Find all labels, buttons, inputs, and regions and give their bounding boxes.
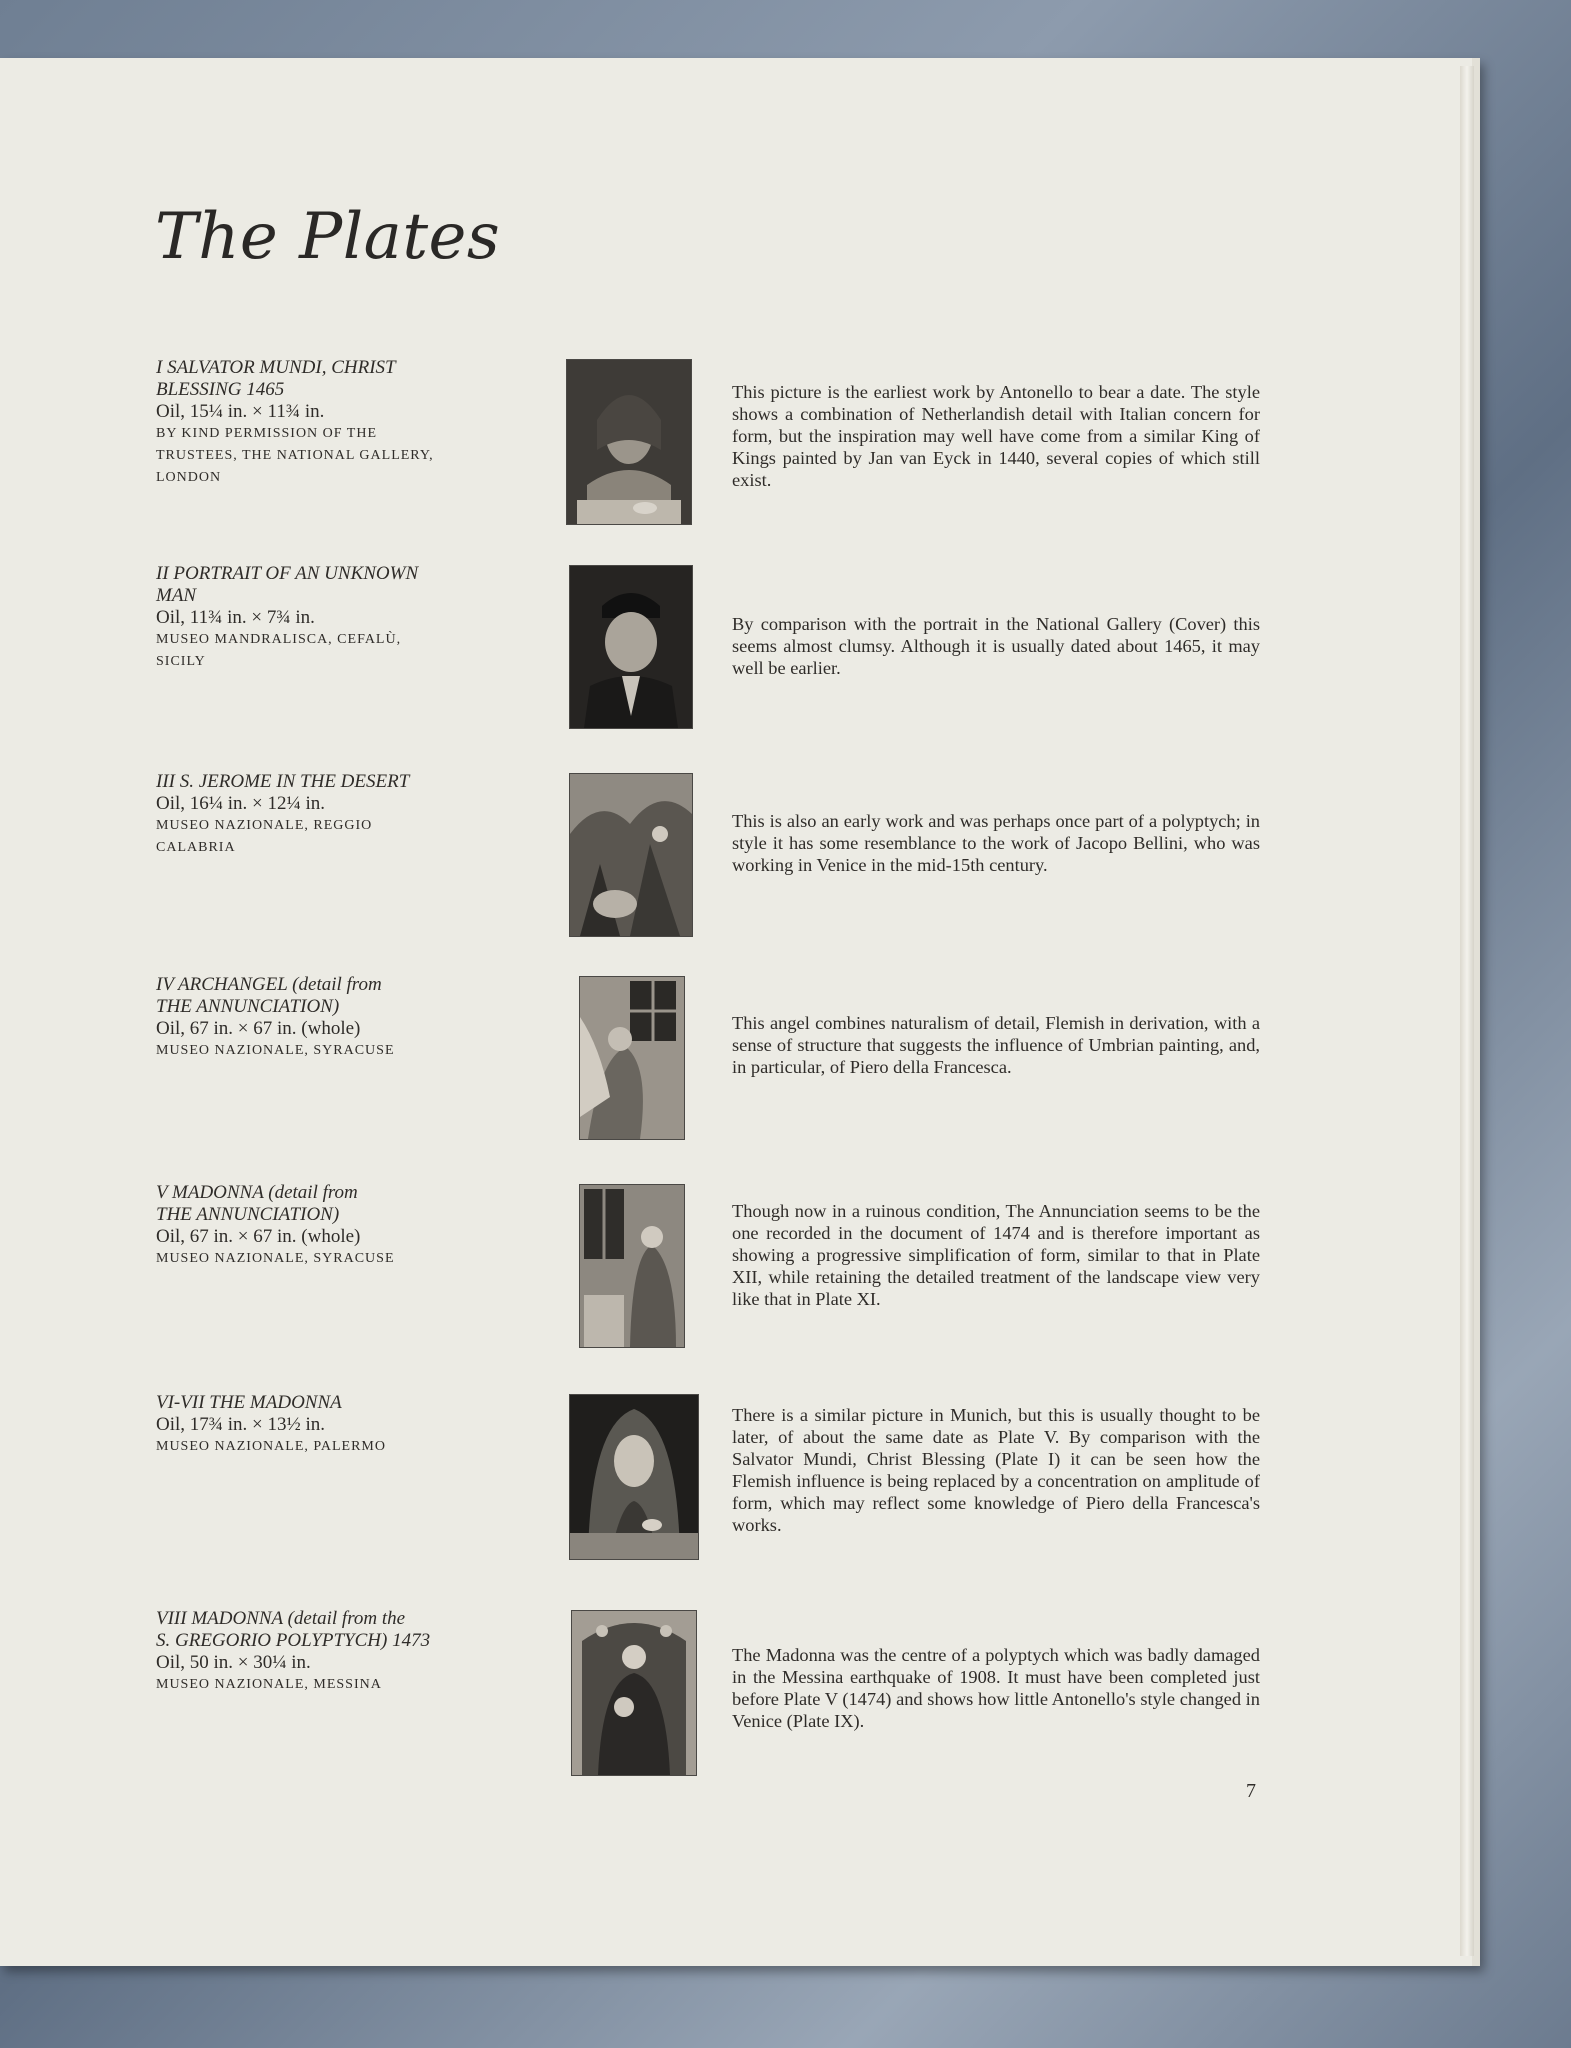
plate-caption: [156, 563, 506, 673]
caption-credit: MUSEO NAZIONALE, MESSINA: [156, 1677, 382, 1692]
caption-line: II PORTRAIT OF AN UNKNOWN: [156, 563, 419, 584]
caption-line: IV ARCHANGEL (detail from: [156, 974, 382, 995]
plate-caption: [156, 357, 506, 489]
plate-caption: [156, 1392, 506, 1458]
caption-line: VI-VII THE MADONNA: [156, 1392, 342, 1413]
caption-credit: MUSEO NAZIONALE, SYRACUSE: [156, 1251, 395, 1266]
plate-image: [579, 1184, 685, 1348]
plate-image: [566, 359, 692, 525]
caption-line: Oil, 15¼ in. × 11¾ in.: [156, 401, 325, 422]
caption-credit: MUSEO NAZIONALE, REGGIO: [156, 818, 373, 833]
caption-line: Oil, 67 in. × 67 in. (whole): [156, 1226, 361, 1247]
madonna-enthroned-icon: [572, 1611, 696, 1775]
plate-description: This picture is the earliest work by Antonello to bear a date. The style shows a combination of Netherlandish detail with Italian concern for form, but the inspiration may well have come from a similar King of Kings painted by Jan van Eyck in 1440, several copies of which still exist.: [732, 382, 1260, 490]
caption-line: VIII MADONNA (detail from the: [156, 1608, 406, 1629]
plate-image: [579, 976, 685, 1140]
caption-line: III S. JEROME IN THE DESERT: [156, 771, 410, 792]
plate-caption: [156, 1182, 506, 1270]
caption-credit: MUSEO NAZIONALE, SYRACUSE: [156, 1043, 395, 1058]
madonna-veiled-icon: [570, 1395, 698, 1559]
plate-caption: [156, 771, 506, 859]
caption-line: THE ANNUNCIATION): [156, 996, 340, 1017]
caption-line: Oil, 11¾ in. × 7¾ in.: [156, 607, 315, 628]
plate-description: This is also an early work and was perhaps once part of a polyptych; in style it has some resemblance to the work of Jacopo Bellini, who was working in Venice in the mid-15th century.: [732, 811, 1260, 875]
plate-description: By comparison with the portrait in the National Gallery (Cover) this seems almost clumsy. Although it is usually dated about 1465, it may well be earlier.: [732, 614, 1260, 678]
caption-line: S. GREGORIO POLYPTYCH) 1473: [156, 1630, 431, 1651]
caption-credit: BY KIND PERMISSION OF THE: [156, 426, 378, 441]
caption-line: Oil, 17¾ in. × 13½ in.: [156, 1414, 326, 1435]
caption-credit: TRUSTEES, THE NATIONAL GALLERY,: [156, 448, 434, 463]
caption-line: I SALVATOR MUNDI, CHRIST: [156, 357, 396, 378]
page-title: The Plates: [155, 200, 501, 274]
man-portrait-icon: [570, 566, 692, 728]
plate-caption: [156, 1608, 506, 1696]
plate-image: [569, 773, 693, 937]
plate-image: [571, 1610, 697, 1776]
plate-description: The Madonna was the centre of a polyptych which was badly damaged in the Messina earthquake of 1908. It must have been completed just before Plate V (1474) and shows how little Antonello's style changed in Venice (Plate IX).: [732, 1645, 1260, 1731]
caption-line: Oil, 16¼ in. × 12¼ in.: [156, 793, 326, 814]
caption-credit: SICILY: [156, 654, 206, 669]
caption-credit: MUSEO NAZIONALE, PALERMO: [156, 1439, 386, 1454]
caption-credit: LONDON: [156, 470, 222, 485]
desert-scene-icon: [570, 774, 692, 936]
caption-line: MAN: [156, 585, 197, 606]
christ-portrait-icon: [567, 360, 691, 524]
madonna-annunciation-icon: [580, 1185, 684, 1347]
page-edge: [1460, 66, 1474, 1956]
caption-line: V MADONNA (detail from: [156, 1182, 358, 1203]
page-number: 7: [1246, 1780, 1256, 1802]
plate-description: Though now in a ruinous condition, The Annunciation seems to be the one recorded in the document of 1474 and is therefore important as showing a progressive simplification of form, similar to that in Plate XII, while retaining the detailed treatment of the landscape view very like that in Plate XI.: [732, 1201, 1260, 1309]
plate-caption: [156, 974, 506, 1062]
caption-line: BLESSING 1465: [156, 379, 285, 400]
caption-line: Oil, 50 in. × 30¼ in.: [156, 1652, 311, 1673]
caption-credit: MUSEO MANDRALISCA, CEFALÙ,: [156, 632, 402, 647]
plate-description: This angel combines naturalism of detail, Flemish in derivation, with a sense of structure that suggests the influence of Umbrian painting, and, in particular, of Piero della Francesca.: [732, 1013, 1260, 1077]
caption-line: Oil, 67 in. × 67 in. (whole): [156, 1018, 361, 1039]
plate-image: [569, 1394, 699, 1560]
caption-line: THE ANNUNCIATION): [156, 1204, 340, 1225]
caption-credit: CALABRIA: [156, 840, 236, 855]
archangel-icon: [580, 977, 684, 1139]
plate-image: [569, 565, 693, 729]
plate-description: There is a similar picture in Munich, but this is usually thought to be later, of about the same date as Plate V. By comparison with the Salvator Mundi, Christ Blessing (Plate I) it can be seen how the Flemish influence is being replaced by a concentration on amplitude of form, which may reflect some knowledge of Piero della Francesca's works.: [732, 1405, 1260, 1535]
